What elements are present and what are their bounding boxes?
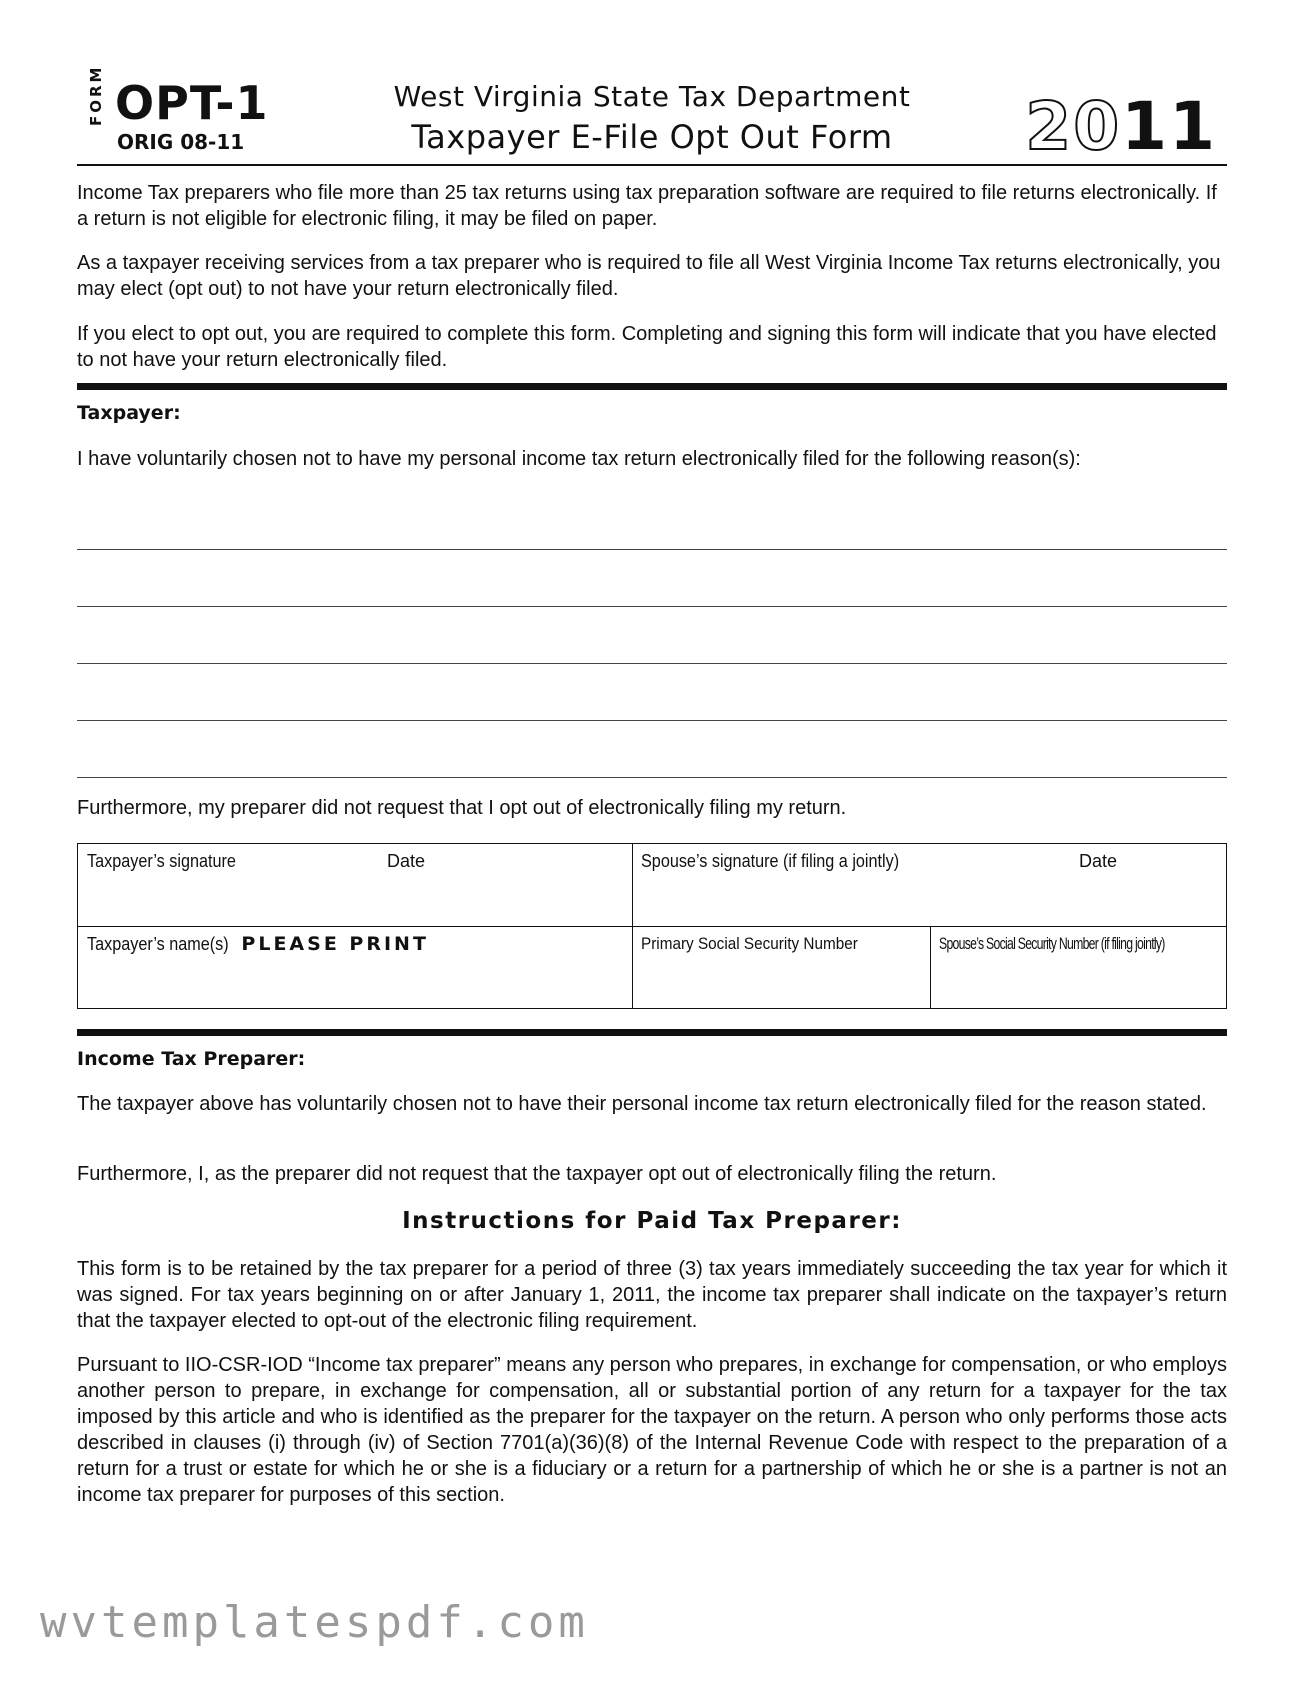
tax-year-outline: 20 [1025,88,1122,165]
form-header [77,0,1227,166]
taxpayer-date-field[interactable] [378,844,478,884]
spouse-date-field[interactable] [1070,844,1170,884]
taxpayer-signature-label: Taxpayer’s signature [87,851,236,871]
reason-line-4[interactable] [77,720,1227,721]
taxpayer-heading: Taxpayer: [77,402,181,424]
section-divider-2 [77,1029,1227,1036]
spouse-ssn-field[interactable] [930,926,1226,1008]
tax-year-solid: 11 [1121,88,1217,165]
preparer-heading: Income Tax Preparer: [77,1048,306,1070]
instructions-paragraph-2: Pursuant to IIO-CSR-IOD “Income tax preparer” means any person who prepares, in exchange for compensation, or who employs another person to prepare, in exchange for compensation, all or substantial portion of any return for a taxpayer for the tax imposed by this article and who is identified as the preparer for the taxpayer on the return. A person who only performs those acts described in clauses (i) through (iv) of Section 7701(a)(36)(8) of the Internal Revenue Code with respect to the preparation of a return for a trust or estate for which he or she is a fiduciary or a return for a partnership of which he or she is a partner is not an income tax preparer for purposes of this section. [77,1354,1227,1506]
instructions-title: Instructions for Paid Tax Preparer: [402,1208,902,1234]
preparer-furthermore: Furthermore, I, as the preparer did not request that the taxpayer opt out of electronically filing the return. [77,1163,997,1185]
preparer-statement: The taxpayer above has voluntarily chosen not to have their personal income tax return electronically filed for the reason stated. [77,1093,1207,1115]
form-page [77,0,1227,1506]
intro-paragraph-2: As a taxpayer receiving services from a tax preparer who is required to file all West Virginia Income Tax returns electronically, you may elect (opt out) to not have your return electronically filed. [77,252,1221,300]
reason-line-3[interactable] [77,663,1227,664]
taxpayer-furthermore: Furthermore, my preparer did not request that I opt out of electronically filing my return. [77,797,847,819]
spouse-ssn-label: Spouse’s Social Security Number (if filing jointly) [939,934,1165,953]
reason-line-5[interactable] [77,777,1227,778]
tax-year [1025,88,1217,165]
taxpayer-names-field[interactable] [78,926,632,1008]
spouse-date-label: Date [1079,851,1118,871]
spouse-signature-label: Spouse’s signature (if filing a jointly) [641,851,900,871]
taxpayer-signature-field[interactable] [78,844,632,926]
primary-ssn-field[interactable] [632,926,930,1008]
taxpayer-names-label: Taxpayer’s name(s) [87,934,229,954]
intro-paragraph-3: If you elect to opt out, you are required to complete this form. Completing and signing this form will indicate that you have elected to not have your return electronically filed. [77,323,1217,371]
form-title: Taxpayer E-File Opt Out Form [411,118,893,156]
form-revision: ORIG 08-11 [117,130,245,154]
taxpayer-date-label: Date [387,851,426,871]
taxpayer-statement: I have voluntarily chosen not to have my personal income tax return electronically filed for the following reason(s): [77,448,1081,470]
please-print-label: PLEASE PRINT [241,933,429,955]
intro-paragraph-1: Income Tax preparers who file more than 25 tax returns using tax preparation software are required to file returns electronically. If a return is not eligible for electronic filing, it may be filed on paper. [77,182,1217,230]
instructions-paragraph-1: This form is to be retained by the tax preparer for a period of three (3) tax years immediately succeeding the tax year for which it was signed. For tax years beginning on or after January 1, 2011, the income tax preparer shall indicate on the taxpayer’s return that the taxpayer elected to opt-out of the electronic filing requirement. [77,1258,1227,1332]
watermark: wvtemplatespdf.com [40,1597,589,1648]
section-divider [77,383,1227,390]
form-label: FORM [87,64,105,126]
form-number: OPT-1 [115,76,269,130]
signature-table [77,843,1227,1009]
reason-line-1[interactable] [77,549,1227,550]
department-name: West Virginia State Tax Department [393,80,911,113]
reason-line-2[interactable] [77,606,1227,607]
primary-ssn-label: Primary Social Security Number [641,934,858,953]
